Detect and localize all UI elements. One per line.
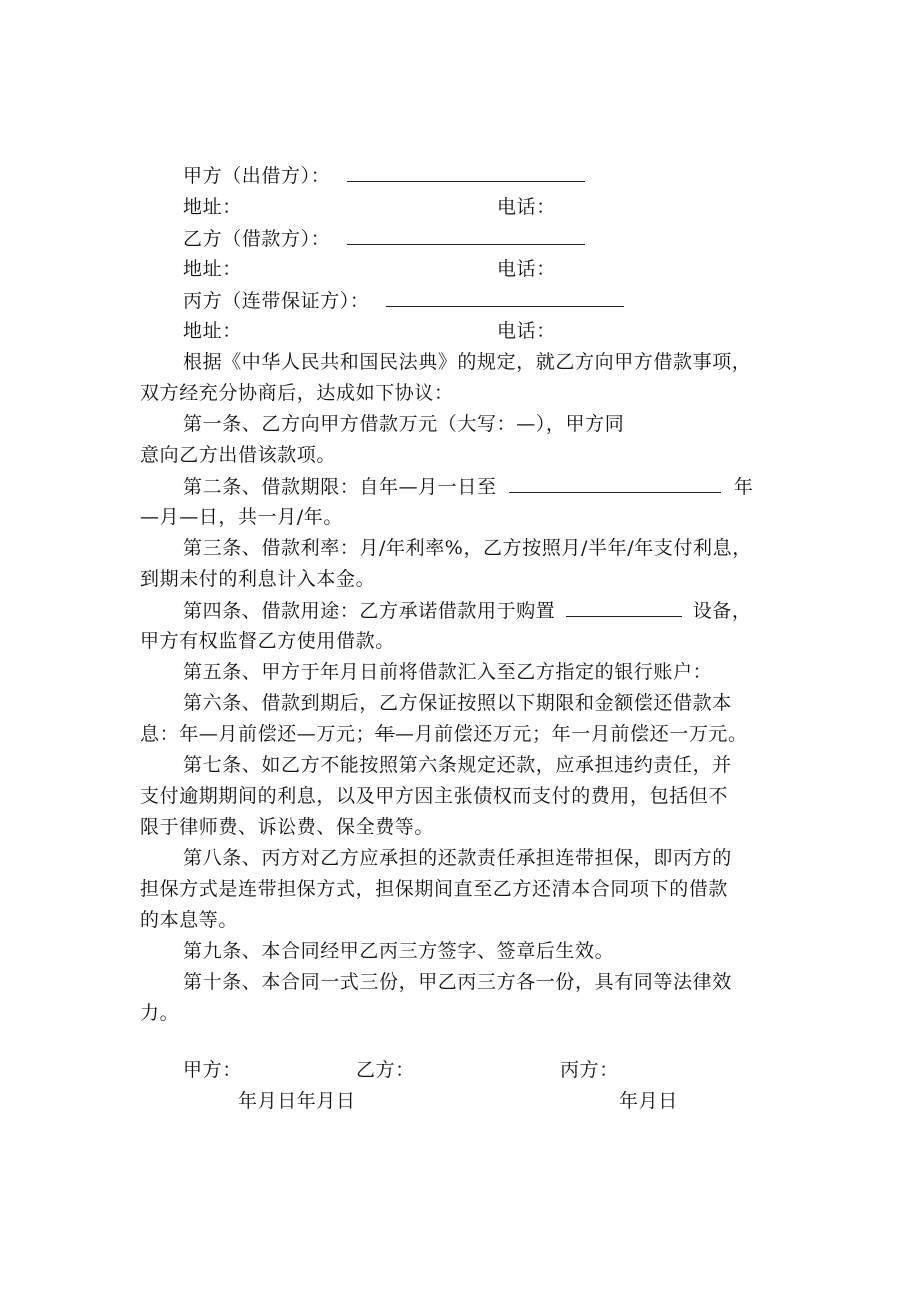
article-2-blank (509, 474, 721, 493)
article-6-line-1: 第六条、借款到期后，乙方保证按照以下期限和金额偿还借款本 (183, 692, 732, 714)
signature-party-c: 丙方： (560, 1059, 619, 1081)
article-4-line-1 (183, 598, 752, 623)
party-b-line (183, 226, 585, 251)
article-4-equipment: 设备， (692, 600, 752, 622)
article-10-line-2: 力。 (140, 1002, 180, 1024)
party-a-address-label: 地址： (183, 196, 242, 218)
article-2-line-2: —月—日，共一月/年。 (140, 506, 344, 528)
article-4-text: 第四条、借款用途：乙方承诺借款用于购置 (183, 600, 556, 622)
party-a-blank (347, 163, 585, 182)
article-3-line-1: 第三条、借款利率：月/年利率%，乙方按照月/半年/年支付利息， (183, 537, 752, 559)
article-6-struck-year: 年 (375, 723, 395, 745)
preamble-line-1: 根据《中华人民共和国民法典》的规定，就乙方向甲方借款事项， (183, 351, 752, 373)
article-6-text-a: 息：年—月前偿还—万元； (140, 723, 376, 745)
article-10-line-1: 第十条、本合同一式三份，甲乙丙三方各一份，具有同等法律效 (183, 971, 732, 993)
party-c-phone-label: 电话： (497, 320, 556, 342)
article-9-line-1: 第九条、本合同经甲乙丙三方签字、签章后生效。 (183, 940, 615, 962)
article-4-blank (566, 598, 682, 617)
article-3-line-2: 到期未付的利息计入本金。 (140, 568, 376, 590)
party-b-address-label: 地址： (183, 258, 242, 280)
article-7-line-1: 第七条、如乙方不能按照第六条规定还款，应承担违约责任，并 (183, 754, 732, 776)
party-b-label: 乙方（借款方）： (183, 228, 331, 250)
party-c-line (183, 288, 624, 313)
article-8-line-2: 担保方式是连带担保方式，担保期间直至乙方还清本合同项下的借款 (140, 878, 729, 900)
party-c-label: 丙方（连带保证方）： (183, 290, 370, 312)
article-7-line-3: 限于律师费、诉讼费、保全费等。 (140, 816, 435, 838)
signature-party-b: 乙方： (356, 1059, 415, 1081)
article-2-text: 第二条、借款期限：自年—月一日至 (183, 476, 497, 498)
signature-date-a-b: 年月日年月日 (238, 1090, 356, 1112)
party-c-blank (386, 288, 624, 307)
article-6-line-2 (140, 722, 748, 746)
party-a-label: 甲方（出借方）： (183, 165, 331, 187)
article-1-line-1: 第一条、乙方向甲方借款万元（大写：—），甲方同 (183, 413, 625, 435)
article-4-line-2: 甲方有权监督乙方使用借款。 (140, 630, 395, 652)
signature-date-c: 年月日 (619, 1090, 678, 1112)
article-8-line-3: 的本息等。 (140, 909, 239, 931)
article-7-line-2: 支付逾期期间的利息，以及甲方因主张债权而支付的费用，包括但不 (140, 785, 729, 807)
article-2-year: 年 (733, 476, 754, 498)
party-c-address-label: 地址： (183, 320, 242, 342)
party-a-line (183, 163, 585, 188)
party-a-phone-label: 电话： (497, 196, 556, 218)
article-8-line-1: 第八条、丙方对乙方应承担的还款责任承担连带担保，即丙方的 (183, 847, 732, 869)
article-1-line-2: 意向乙方出借该款项。 (140, 444, 337, 466)
article-2-line-1 (183, 474, 754, 499)
article-5-line-1: 第五条、甲方于年月日前将借款汇入至乙方指定的银行账户： (183, 661, 713, 683)
party-b-phone-label: 电话： (497, 258, 556, 280)
preamble-line-2: 双方经充分协商后，达成如下协议： (140, 382, 454, 404)
article-6-text-b: —月前偿还万元；年一月前偿还一万元。 (394, 723, 748, 745)
signature-party-a: 甲方： (183, 1059, 242, 1081)
party-b-blank (347, 226, 585, 245)
